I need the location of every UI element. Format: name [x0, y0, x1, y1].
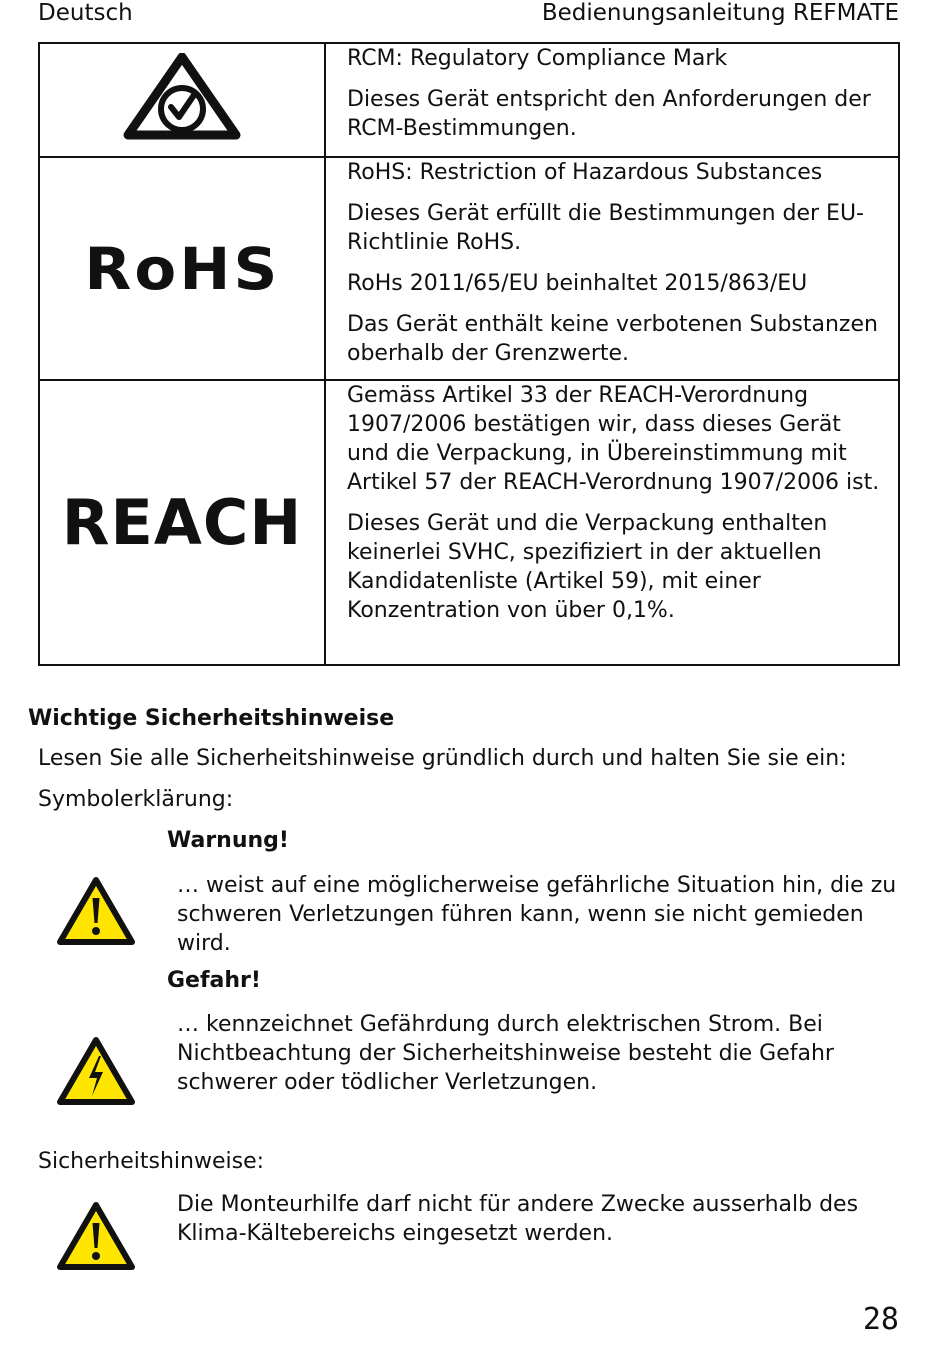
certification-marks-table: [38, 42, 900, 666]
rohs-text-1: Dieses Gerät erfüllt die Bestimmungen der EU-Richtlinie RoHS.: [347, 201, 864, 255]
rcm-description-cell: [325, 43, 899, 157]
warning-text: … weist auf eine möglicherweise gefährliche Situation hin, die zu schweren Verletzungen führen kann, wenn sie nicht gemieden wird.: [177, 873, 897, 956]
safety-notes-label: Sicherheitshinweise:: [38, 1149, 265, 1174]
rohs-logo-cell: [39, 157, 325, 380]
warning-triangle-icon: [56, 1201, 136, 1271]
danger-label: Gefahr!: [167, 968, 261, 993]
intro-text: Lesen Sie alle Sicherheitshinweise gründlich durch und halten Sie sie ein:: [38, 746, 847, 771]
section-title: Wichtige Sicherheitshinweise: [28, 706, 395, 731]
warning-triangle-icon: [56, 876, 136, 946]
table-row: [39, 157, 899, 380]
table-row: [39, 43, 899, 157]
rcm-logo-cell: [39, 43, 325, 157]
rohs-title: RoHS: Restriction of Hazardous Substances: [347, 160, 823, 185]
safety-note-text: Die Monteurhilfe darf nicht für andere Zwecke ausserhalb des Klima-Kältebereichs eingesetzt werden.: [177, 1192, 859, 1246]
symbols-label: Symbolerklärung:: [38, 787, 234, 812]
header-language: Deutsch: [38, 0, 133, 26]
rohs-description-cell: [325, 157, 899, 380]
rcm-logo-icon: [122, 53, 242, 143]
rcm-text: Dieses Gerät entspricht den Anforderungen der RCM-Bestimmungen.: [347, 87, 871, 141]
reach-logo: REACH: [61, 486, 303, 559]
rohs-logo: RoHS: [83, 234, 281, 303]
rohs-text-3: Das Gerät enthält keine verbotenen Substanzen oberhalb der Grenzwerte.: [347, 312, 878, 366]
reach-text-1: Gemäss Artikel 33 der REACH-Verordnung 1907/2006 bestätigen wir, dass dieses Gerät und die Verpackung, in Übereinstimmung mit Artikel 57 der REACH-Verordnung 1907/2006 ist.: [347, 383, 880, 495]
reach-text-2: Dieses Gerät und die Verpackung enthalten keinerlei SVHC, spezifiziert in der aktuellen Kandidatenliste (Artikel 59), mit einer Konzentration von über 0,1%.: [347, 511, 828, 623]
reach-logo-cell: [39, 380, 325, 665]
page-number: 28: [862, 1302, 899, 1337]
table-row: [39, 380, 899, 665]
rohs-text-2: RoHs 2011/65/EU beinhaltet 2015/863/EU: [347, 271, 808, 296]
electric-hazard-icon: [56, 1036, 136, 1106]
header-manual-title: Bedienungsanleitung REFMATE: [541, 0, 899, 26]
warning-label: Warnung!: [167, 828, 289, 853]
rcm-title: RCM: Regulatory Compliance Mark: [347, 46, 728, 71]
danger-text: … kennzeichnet Gefährdung durch elektrischen Strom. Bei Nichtbeachtung der Sicherheitshinweise besteht die Gefahr schwerer oder tödlicher Verletzungen.: [177, 1012, 834, 1095]
reach-description-cell: [325, 380, 899, 665]
